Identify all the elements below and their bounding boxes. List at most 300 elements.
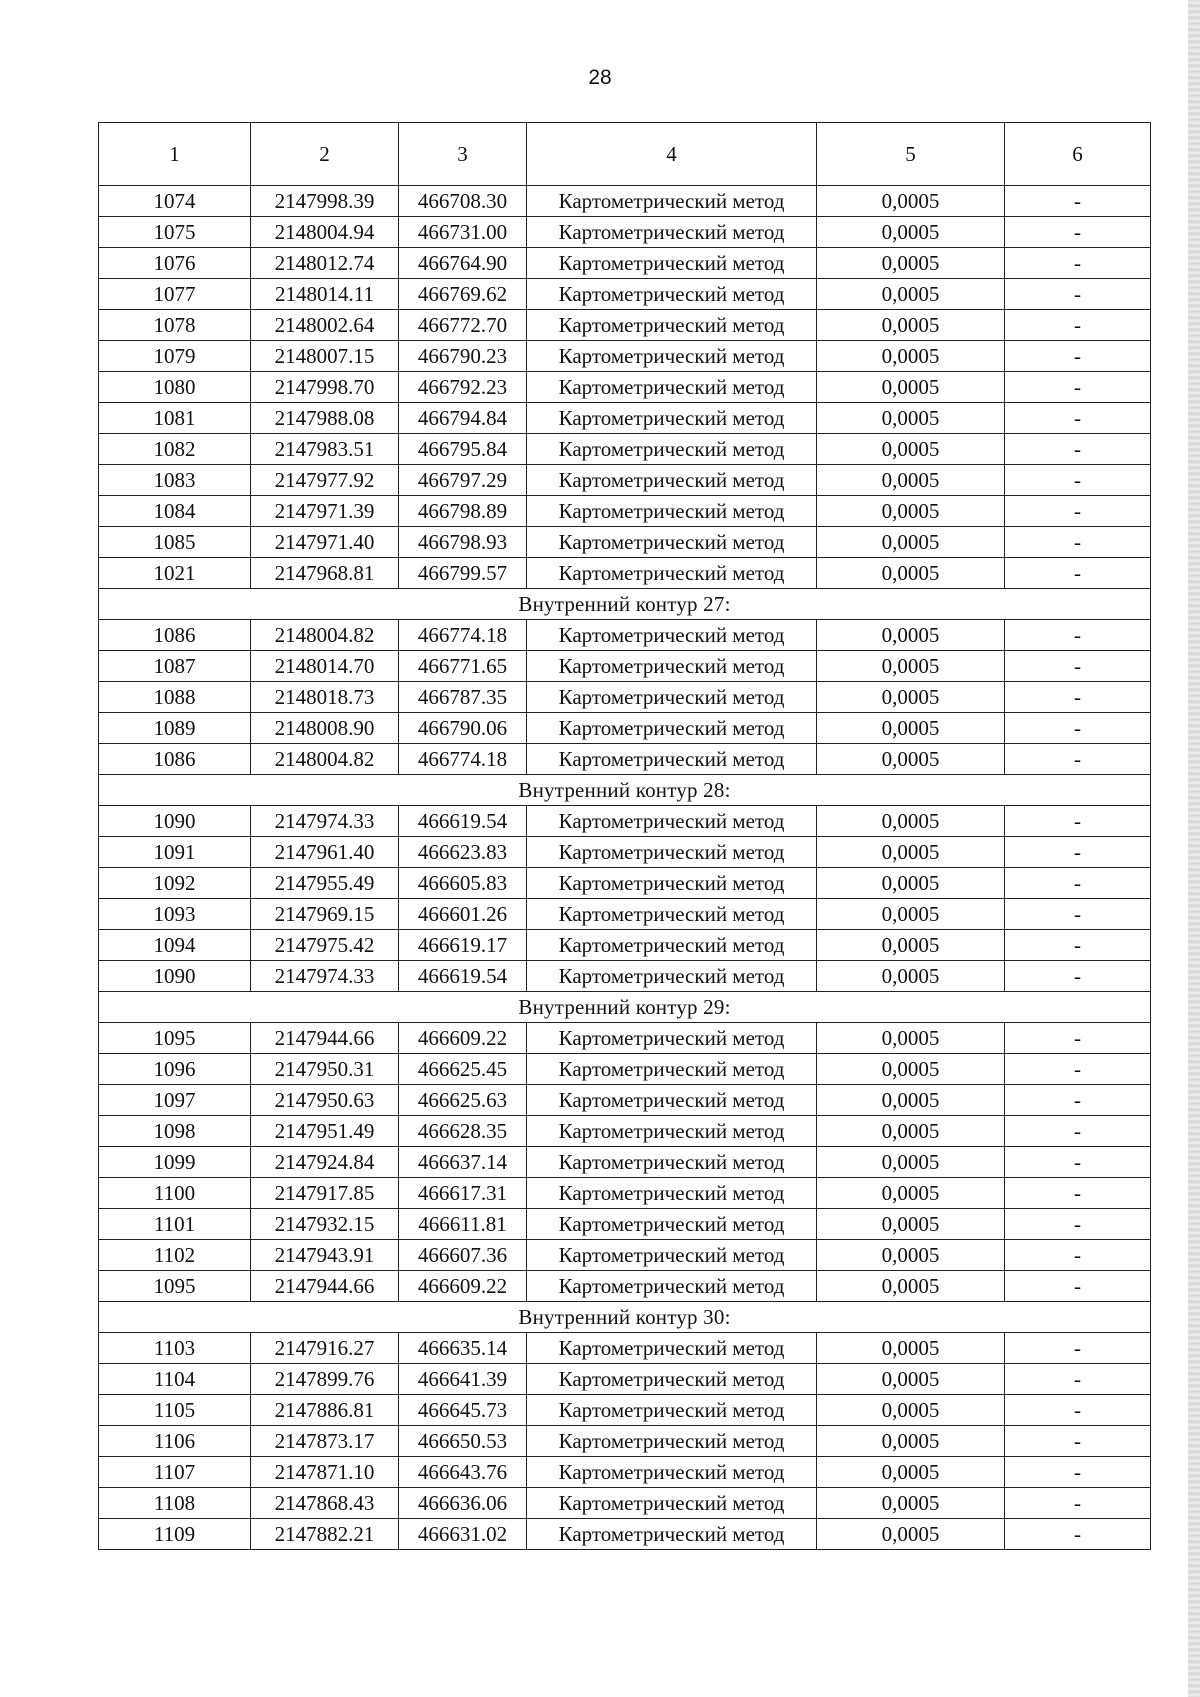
accuracy-cell: 0,0005 bbox=[817, 341, 1005, 372]
note-cell: - bbox=[1005, 837, 1151, 868]
x-coordinate-cell: 2147917.85 bbox=[251, 1178, 399, 1209]
table-row bbox=[99, 620, 1151, 651]
y-coordinate-cell: 466605.83 bbox=[399, 868, 527, 899]
x-coordinate-cell: 2147924.84 bbox=[251, 1147, 399, 1178]
point-number-cell: 1103 bbox=[99, 1333, 251, 1364]
point-number-cell: 1084 bbox=[99, 496, 251, 527]
method-cell: Картометрический метод bbox=[527, 1519, 817, 1550]
table-row bbox=[99, 713, 1151, 744]
method-cell: Картометрический метод bbox=[527, 868, 817, 899]
accuracy-cell: 0,0005 bbox=[817, 899, 1005, 930]
accuracy-cell: 0,0005 bbox=[817, 496, 1005, 527]
y-coordinate-cell: 466798.93 bbox=[399, 527, 527, 558]
note-cell: - bbox=[1005, 465, 1151, 496]
x-coordinate-cell: 2147932.15 bbox=[251, 1209, 399, 1240]
table-body bbox=[99, 186, 1151, 1550]
table-row bbox=[99, 465, 1151, 496]
x-coordinate-cell: 2147873.17 bbox=[251, 1426, 399, 1457]
accuracy-cell: 0,0005 bbox=[817, 806, 1005, 837]
y-coordinate-cell: 466645.73 bbox=[399, 1395, 527, 1426]
point-number-cell: 1102 bbox=[99, 1240, 251, 1271]
table-row bbox=[99, 651, 1151, 682]
y-coordinate-cell: 466641.39 bbox=[399, 1364, 527, 1395]
y-coordinate-cell: 466790.23 bbox=[399, 341, 527, 372]
table-row bbox=[99, 1209, 1151, 1240]
note-cell: - bbox=[1005, 1209, 1151, 1240]
x-coordinate-cell: 2147977.92 bbox=[251, 465, 399, 496]
point-number-cell: 1082 bbox=[99, 434, 251, 465]
y-coordinate-cell: 466611.81 bbox=[399, 1209, 527, 1240]
method-cell: Картометрический метод bbox=[527, 1457, 817, 1488]
point-number-cell: 1099 bbox=[99, 1147, 251, 1178]
method-cell: Картометрический метод bbox=[527, 1271, 817, 1302]
x-coordinate-cell: 2147886.81 bbox=[251, 1395, 399, 1426]
table-row bbox=[99, 682, 1151, 713]
accuracy-cell: 0,0005 bbox=[817, 1457, 1005, 1488]
method-cell: Картометрический метод bbox=[527, 682, 817, 713]
point-number-cell: 1079 bbox=[99, 341, 251, 372]
accuracy-cell: 0,0005 bbox=[817, 1085, 1005, 1116]
table-row bbox=[99, 837, 1151, 868]
point-number-cell: 1090 bbox=[99, 961, 251, 992]
note-cell: - bbox=[1005, 372, 1151, 403]
y-coordinate-cell: 466797.29 bbox=[399, 465, 527, 496]
method-cell: Картометрический метод bbox=[527, 930, 817, 961]
method-cell: Картометрический метод bbox=[527, 496, 817, 527]
note-cell: - bbox=[1005, 651, 1151, 682]
table-row bbox=[99, 1085, 1151, 1116]
table-row bbox=[99, 1240, 1151, 1271]
section-label: Внутренний контур 28: bbox=[99, 775, 1151, 806]
point-number-cell: 1086 bbox=[99, 744, 251, 775]
x-coordinate-cell: 2147974.33 bbox=[251, 806, 399, 837]
x-coordinate-cell: 2147899.76 bbox=[251, 1364, 399, 1395]
section-label: Внутренний контур 30: bbox=[99, 1302, 1151, 1333]
point-number-cell: 1108 bbox=[99, 1488, 251, 1519]
point-number-cell: 1077 bbox=[99, 279, 251, 310]
y-coordinate-cell: 466601.26 bbox=[399, 899, 527, 930]
table-row bbox=[99, 279, 1151, 310]
y-coordinate-cell: 466609.22 bbox=[399, 1271, 527, 1302]
accuracy-cell: 0,0005 bbox=[817, 682, 1005, 713]
point-number-cell: 1089 bbox=[99, 713, 251, 744]
note-cell: - bbox=[1005, 527, 1151, 558]
table-row bbox=[99, 744, 1151, 775]
accuracy-cell: 0,0005 bbox=[817, 1395, 1005, 1426]
x-coordinate-cell: 2147944.66 bbox=[251, 1271, 399, 1302]
method-cell: Картометрический метод bbox=[527, 961, 817, 992]
accuracy-cell: 0,0005 bbox=[817, 186, 1005, 217]
point-number-cell: 1104 bbox=[99, 1364, 251, 1395]
x-coordinate-cell: 2147950.31 bbox=[251, 1054, 399, 1085]
x-coordinate-cell: 2147988.08 bbox=[251, 403, 399, 434]
accuracy-cell: 0,0005 bbox=[817, 310, 1005, 341]
y-coordinate-cell: 466772.70 bbox=[399, 310, 527, 341]
table-row bbox=[99, 1333, 1151, 1364]
table-row bbox=[99, 961, 1151, 992]
point-number-cell: 1101 bbox=[99, 1209, 251, 1240]
note-cell: - bbox=[1005, 434, 1151, 465]
accuracy-cell: 0,0005 bbox=[817, 620, 1005, 651]
accuracy-cell: 0,0005 bbox=[817, 1488, 1005, 1519]
point-number-cell: 1092 bbox=[99, 868, 251, 899]
accuracy-cell: 0,0005 bbox=[817, 651, 1005, 682]
note-cell: - bbox=[1005, 558, 1151, 589]
note-cell: - bbox=[1005, 1364, 1151, 1395]
method-cell: Картометрический метод bbox=[527, 403, 817, 434]
y-coordinate-cell: 466625.45 bbox=[399, 1054, 527, 1085]
x-coordinate-cell: 2148014.11 bbox=[251, 279, 399, 310]
accuracy-cell: 0,0005 bbox=[817, 248, 1005, 279]
table-row bbox=[99, 1054, 1151, 1085]
x-coordinate-cell: 2148004.94 bbox=[251, 217, 399, 248]
accuracy-cell: 0,0005 bbox=[817, 527, 1005, 558]
table-row bbox=[99, 1426, 1151, 1457]
table-row bbox=[99, 1395, 1151, 1426]
header-cell-3: 3 bbox=[399, 123, 527, 186]
table-row bbox=[99, 1364, 1151, 1395]
note-cell: - bbox=[1005, 341, 1151, 372]
y-coordinate-cell: 466769.62 bbox=[399, 279, 527, 310]
y-coordinate-cell: 466619.17 bbox=[399, 930, 527, 961]
point-number-cell: 1096 bbox=[99, 1054, 251, 1085]
y-coordinate-cell: 466619.54 bbox=[399, 806, 527, 837]
point-number-cell: 1109 bbox=[99, 1519, 251, 1550]
note-cell: - bbox=[1005, 713, 1151, 744]
y-coordinate-cell: 466764.90 bbox=[399, 248, 527, 279]
x-coordinate-cell: 2147974.33 bbox=[251, 961, 399, 992]
x-coordinate-cell: 2147951.49 bbox=[251, 1116, 399, 1147]
table-row bbox=[99, 310, 1151, 341]
accuracy-cell: 0,0005 bbox=[817, 558, 1005, 589]
note-cell: - bbox=[1005, 899, 1151, 930]
x-coordinate-cell: 2147943.91 bbox=[251, 1240, 399, 1271]
y-coordinate-cell: 466623.83 bbox=[399, 837, 527, 868]
y-coordinate-cell: 466650.53 bbox=[399, 1426, 527, 1457]
table-row bbox=[99, 434, 1151, 465]
note-cell: - bbox=[1005, 1426, 1151, 1457]
accuracy-cell: 0,0005 bbox=[817, 1116, 1005, 1147]
page-number: 28 bbox=[588, 66, 612, 89]
table-row bbox=[99, 806, 1151, 837]
method-cell: Картометрический метод bbox=[527, 620, 817, 651]
accuracy-cell: 0,0005 bbox=[817, 1178, 1005, 1209]
table-row bbox=[99, 186, 1151, 217]
y-coordinate-cell: 466795.84 bbox=[399, 434, 527, 465]
note-cell: - bbox=[1005, 930, 1151, 961]
x-coordinate-cell: 2147968.81 bbox=[251, 558, 399, 589]
x-coordinate-cell: 2147998.39 bbox=[251, 186, 399, 217]
point-number-cell: 1090 bbox=[99, 806, 251, 837]
note-cell: - bbox=[1005, 496, 1151, 527]
table-row bbox=[99, 1519, 1151, 1550]
x-coordinate-cell: 2147983.51 bbox=[251, 434, 399, 465]
y-coordinate-cell: 466625.63 bbox=[399, 1085, 527, 1116]
note-cell: - bbox=[1005, 620, 1151, 651]
point-number-cell: 1091 bbox=[99, 837, 251, 868]
x-coordinate-cell: 2147975.42 bbox=[251, 930, 399, 961]
point-number-cell: 1076 bbox=[99, 248, 251, 279]
method-cell: Картометрический метод bbox=[527, 558, 817, 589]
y-coordinate-cell: 466790.06 bbox=[399, 713, 527, 744]
method-cell: Картометрический метод bbox=[527, 372, 817, 403]
table-header bbox=[99, 123, 1151, 186]
table-row bbox=[99, 341, 1151, 372]
method-cell: Картометрический метод bbox=[527, 1364, 817, 1395]
method-cell: Картометрический метод bbox=[527, 217, 817, 248]
note-cell: - bbox=[1005, 1178, 1151, 1209]
note-cell: - bbox=[1005, 186, 1151, 217]
x-coordinate-cell: 2148002.64 bbox=[251, 310, 399, 341]
accuracy-cell: 0,0005 bbox=[817, 279, 1005, 310]
section-label: Внутренний контур 29: bbox=[99, 992, 1151, 1023]
method-cell: Картометрический метод bbox=[527, 1116, 817, 1147]
table-row bbox=[99, 217, 1151, 248]
accuracy-cell: 0,0005 bbox=[817, 1209, 1005, 1240]
point-number-cell: 1086 bbox=[99, 620, 251, 651]
note-cell: - bbox=[1005, 1147, 1151, 1178]
table-row bbox=[99, 372, 1151, 403]
header-cell-5: 5 bbox=[817, 123, 1005, 186]
point-number-cell: 1100 bbox=[99, 1178, 251, 1209]
x-coordinate-cell: 2147961.40 bbox=[251, 837, 399, 868]
accuracy-cell: 0,0005 bbox=[817, 372, 1005, 403]
x-coordinate-cell: 2148007.15 bbox=[251, 341, 399, 372]
note-cell: - bbox=[1005, 868, 1151, 899]
x-coordinate-cell: 2147955.49 bbox=[251, 868, 399, 899]
y-coordinate-cell: 466774.18 bbox=[399, 744, 527, 775]
method-cell: Картометрический метод bbox=[527, 279, 817, 310]
method-cell: Картометрический метод bbox=[527, 465, 817, 496]
accuracy-cell: 0,0005 bbox=[817, 465, 1005, 496]
table-row bbox=[99, 1457, 1151, 1488]
y-coordinate-cell: 466636.06 bbox=[399, 1488, 527, 1519]
method-cell: Картометрический метод bbox=[527, 744, 817, 775]
y-coordinate-cell: 466794.84 bbox=[399, 403, 527, 434]
note-cell: - bbox=[1005, 1240, 1151, 1271]
section-row bbox=[99, 589, 1151, 620]
point-number-cell: 1095 bbox=[99, 1023, 251, 1054]
method-cell: Картометрический метод bbox=[527, 1395, 817, 1426]
x-coordinate-cell: 2147868.43 bbox=[251, 1488, 399, 1519]
method-cell: Картометрический метод bbox=[527, 1240, 817, 1271]
x-coordinate-cell: 2147971.39 bbox=[251, 496, 399, 527]
section-row bbox=[99, 1302, 1151, 1333]
x-coordinate-cell: 2147950.63 bbox=[251, 1085, 399, 1116]
method-cell: Картометрический метод bbox=[527, 310, 817, 341]
table-row bbox=[99, 1147, 1151, 1178]
point-number-cell: 1093 bbox=[99, 899, 251, 930]
note-cell: - bbox=[1005, 1023, 1151, 1054]
method-cell: Картометрический метод bbox=[527, 1426, 817, 1457]
method-cell: Картометрический метод bbox=[527, 1209, 817, 1240]
x-coordinate-cell: 2148008.90 bbox=[251, 713, 399, 744]
y-coordinate-cell: 466798.89 bbox=[399, 496, 527, 527]
section-label: Внутренний контур 27: bbox=[99, 589, 1151, 620]
note-cell: - bbox=[1005, 806, 1151, 837]
accuracy-cell: 0,0005 bbox=[817, 713, 1005, 744]
y-coordinate-cell: 466774.18 bbox=[399, 620, 527, 651]
note-cell: - bbox=[1005, 217, 1151, 248]
y-coordinate-cell: 466631.02 bbox=[399, 1519, 527, 1550]
accuracy-cell: 0,0005 bbox=[817, 868, 1005, 899]
accuracy-cell: 0,0005 bbox=[817, 1147, 1005, 1178]
point-number-cell: 1075 bbox=[99, 217, 251, 248]
point-number-cell: 1083 bbox=[99, 465, 251, 496]
accuracy-cell: 0,0005 bbox=[817, 1364, 1005, 1395]
section-row bbox=[99, 992, 1151, 1023]
accuracy-cell: 0,0005 bbox=[817, 403, 1005, 434]
point-number-cell: 1094 bbox=[99, 930, 251, 961]
note-cell: - bbox=[1005, 248, 1151, 279]
method-cell: Картометрический метод bbox=[527, 186, 817, 217]
note-cell: - bbox=[1005, 1488, 1151, 1519]
method-cell: Картометрический метод bbox=[527, 837, 817, 868]
accuracy-cell: 0,0005 bbox=[817, 1333, 1005, 1364]
header-cell-1: 1 bbox=[99, 123, 251, 186]
note-cell: - bbox=[1005, 1085, 1151, 1116]
note-cell: - bbox=[1005, 1519, 1151, 1550]
accuracy-cell: 0,0005 bbox=[817, 1271, 1005, 1302]
x-coordinate-cell: 2147998.70 bbox=[251, 372, 399, 403]
method-cell: Картометрический метод bbox=[527, 1147, 817, 1178]
table-row bbox=[99, 496, 1151, 527]
table-row bbox=[99, 1116, 1151, 1147]
note-cell: - bbox=[1005, 1457, 1151, 1488]
method-cell: Картометрический метод bbox=[527, 713, 817, 744]
note-cell: - bbox=[1005, 310, 1151, 341]
x-coordinate-cell: 2147944.66 bbox=[251, 1023, 399, 1054]
accuracy-cell: 0,0005 bbox=[817, 434, 1005, 465]
method-cell: Картометрический метод bbox=[527, 434, 817, 465]
table-row bbox=[99, 558, 1151, 589]
method-cell: Картометрический метод bbox=[527, 1178, 817, 1209]
point-number-cell: 1098 bbox=[99, 1116, 251, 1147]
method-cell: Картометрический метод bbox=[527, 1054, 817, 1085]
point-number-cell: 1074 bbox=[99, 186, 251, 217]
table-row bbox=[99, 868, 1151, 899]
header-cell-4: 4 bbox=[527, 123, 817, 186]
accuracy-cell: 0,0005 bbox=[817, 1023, 1005, 1054]
header-row bbox=[99, 123, 1151, 186]
y-coordinate-cell: 466607.36 bbox=[399, 1240, 527, 1271]
accuracy-cell: 0,0005 bbox=[817, 961, 1005, 992]
method-cell: Картометрический метод bbox=[527, 1488, 817, 1519]
table-row bbox=[99, 930, 1151, 961]
note-cell: - bbox=[1005, 1271, 1151, 1302]
note-cell: - bbox=[1005, 403, 1151, 434]
scan-edge bbox=[1188, 0, 1200, 1697]
point-number-cell: 1105 bbox=[99, 1395, 251, 1426]
point-number-cell: 1078 bbox=[99, 310, 251, 341]
y-coordinate-cell: 466635.14 bbox=[399, 1333, 527, 1364]
accuracy-cell: 0,0005 bbox=[817, 1426, 1005, 1457]
coordinates-table bbox=[98, 122, 1151, 1550]
accuracy-cell: 0,0005 bbox=[817, 217, 1005, 248]
x-coordinate-cell: 2147882.21 bbox=[251, 1519, 399, 1550]
y-coordinate-cell: 466628.35 bbox=[399, 1116, 527, 1147]
y-coordinate-cell: 466708.30 bbox=[399, 186, 527, 217]
note-cell: - bbox=[1005, 961, 1151, 992]
accuracy-cell: 0,0005 bbox=[817, 1054, 1005, 1085]
y-coordinate-cell: 466617.31 bbox=[399, 1178, 527, 1209]
method-cell: Картометрический метод bbox=[527, 341, 817, 372]
point-number-cell: 1085 bbox=[99, 527, 251, 558]
note-cell: - bbox=[1005, 682, 1151, 713]
point-number-cell: 1107 bbox=[99, 1457, 251, 1488]
accuracy-cell: 0,0005 bbox=[817, 930, 1005, 961]
table-row bbox=[99, 1023, 1151, 1054]
accuracy-cell: 0,0005 bbox=[817, 744, 1005, 775]
note-cell: - bbox=[1005, 1054, 1151, 1085]
method-cell: Картометрический метод bbox=[527, 1023, 817, 1054]
table-row bbox=[99, 1488, 1151, 1519]
note-cell: - bbox=[1005, 1333, 1151, 1364]
method-cell: Картометрический метод bbox=[527, 1085, 817, 1116]
table-row bbox=[99, 1178, 1151, 1209]
point-number-cell: 1081 bbox=[99, 403, 251, 434]
method-cell: Картометрический метод bbox=[527, 1333, 817, 1364]
y-coordinate-cell: 466609.22 bbox=[399, 1023, 527, 1054]
header-cell-6: 6 bbox=[1005, 123, 1151, 186]
point-number-cell: 1080 bbox=[99, 372, 251, 403]
header-cell-2: 2 bbox=[251, 123, 399, 186]
method-cell: Картометрический метод bbox=[527, 248, 817, 279]
x-coordinate-cell: 2147971.40 bbox=[251, 527, 399, 558]
x-coordinate-cell: 2148018.73 bbox=[251, 682, 399, 713]
note-cell: - bbox=[1005, 744, 1151, 775]
point-number-cell: 1097 bbox=[99, 1085, 251, 1116]
x-coordinate-cell: 2148004.82 bbox=[251, 620, 399, 651]
method-cell: Картометрический метод bbox=[527, 651, 817, 682]
y-coordinate-cell: 466792.23 bbox=[399, 372, 527, 403]
x-coordinate-cell: 2147916.27 bbox=[251, 1333, 399, 1364]
x-coordinate-cell: 2148004.82 bbox=[251, 744, 399, 775]
table-row bbox=[99, 1271, 1151, 1302]
y-coordinate-cell: 466637.14 bbox=[399, 1147, 527, 1178]
point-number-cell: 1095 bbox=[99, 1271, 251, 1302]
table-row bbox=[99, 248, 1151, 279]
y-coordinate-cell: 466619.54 bbox=[399, 961, 527, 992]
table-row bbox=[99, 527, 1151, 558]
y-coordinate-cell: 466787.35 bbox=[399, 682, 527, 713]
x-coordinate-cell: 2148014.70 bbox=[251, 651, 399, 682]
y-coordinate-cell: 466771.65 bbox=[399, 651, 527, 682]
section-row bbox=[99, 775, 1151, 806]
y-coordinate-cell: 466731.00 bbox=[399, 217, 527, 248]
x-coordinate-cell: 2148012.74 bbox=[251, 248, 399, 279]
y-coordinate-cell: 466799.57 bbox=[399, 558, 527, 589]
point-number-cell: 1088 bbox=[99, 682, 251, 713]
method-cell: Картометрический метод bbox=[527, 806, 817, 837]
table-row bbox=[99, 403, 1151, 434]
note-cell: - bbox=[1005, 279, 1151, 310]
x-coordinate-cell: 2147871.10 bbox=[251, 1457, 399, 1488]
point-number-cell: 1106 bbox=[99, 1426, 251, 1457]
accuracy-cell: 0,0005 bbox=[817, 837, 1005, 868]
point-number-cell: 1021 bbox=[99, 558, 251, 589]
note-cell: - bbox=[1005, 1395, 1151, 1426]
x-coordinate-cell: 2147969.15 bbox=[251, 899, 399, 930]
method-cell: Картометрический метод bbox=[527, 527, 817, 558]
method-cell: Картометрический метод bbox=[527, 899, 817, 930]
note-cell: - bbox=[1005, 1116, 1151, 1147]
accuracy-cell: 0,0005 bbox=[817, 1240, 1005, 1271]
accuracy-cell: 0,0005 bbox=[817, 1519, 1005, 1550]
y-coordinate-cell: 466643.76 bbox=[399, 1457, 527, 1488]
point-number-cell: 1087 bbox=[99, 651, 251, 682]
table-row bbox=[99, 899, 1151, 930]
